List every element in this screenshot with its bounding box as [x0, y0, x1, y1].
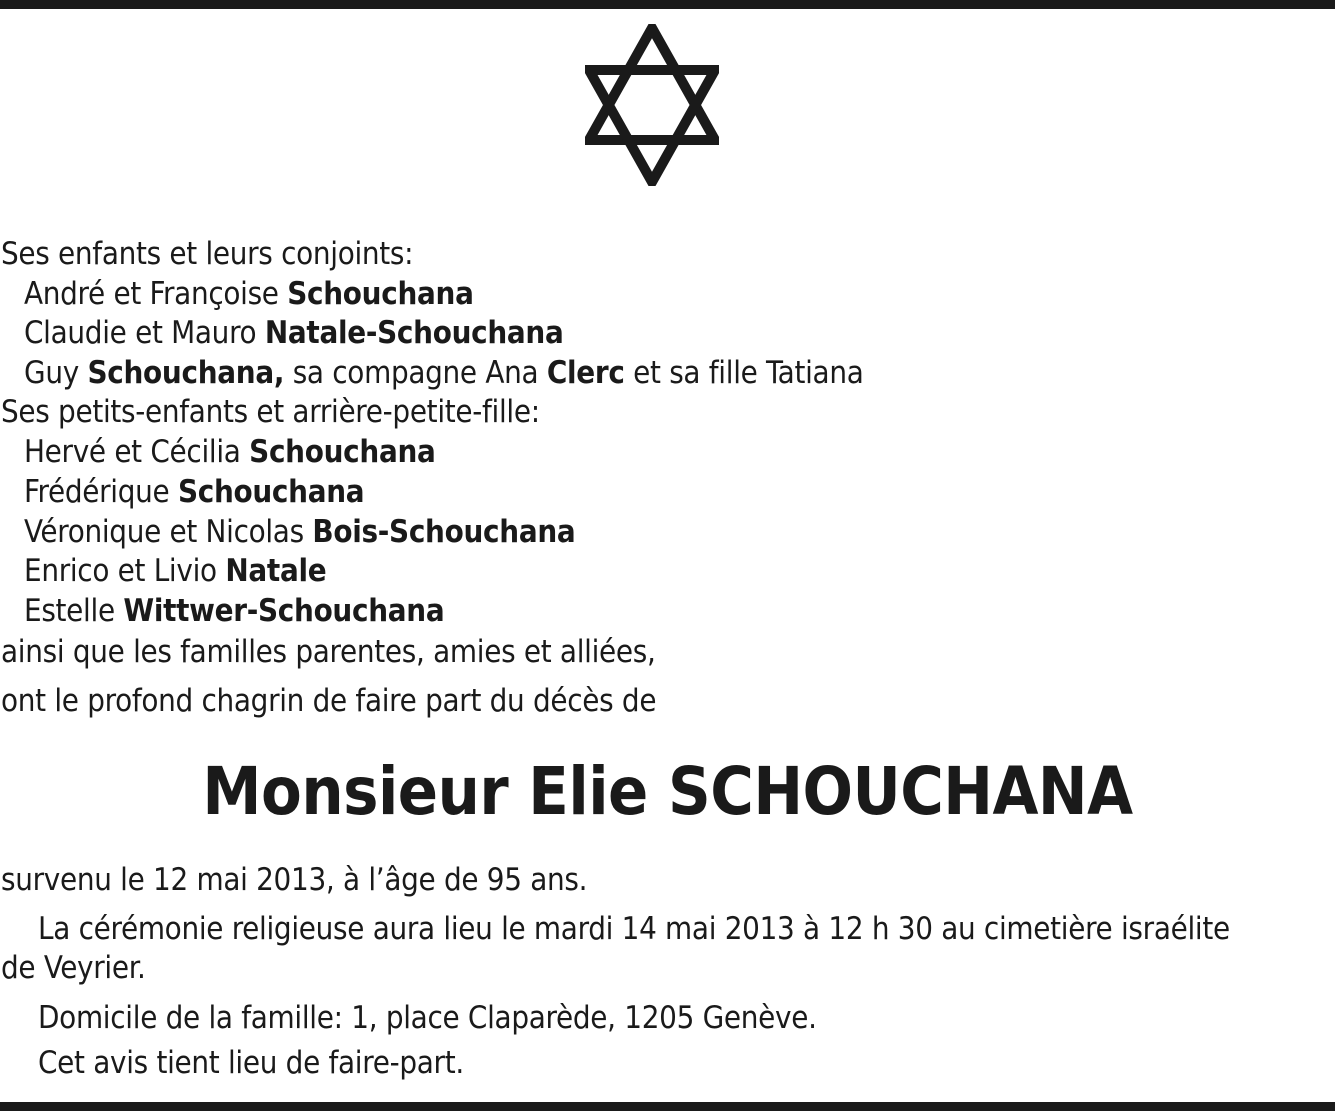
bottom-border-rule [0, 1102, 1335, 1111]
families-line: ainsi que les familles parentes, amies et alliées, [1, 634, 656, 670]
death-date-line: survenu le 12 mai 2013, à l’âge de 95 ans. [1, 862, 588, 898]
children-heading: Ses enfants et leurs conjoints: [1, 236, 414, 272]
grandchild-entry-2: Frédérique Schouchana [24, 474, 365, 510]
star-of-david-icon [585, 24, 719, 186]
grandchild-entry-5: Estelle Wittwer-Schouchana [24, 593, 445, 629]
grandchild-entry-4: Enrico et Livio Natale [24, 553, 327, 589]
announcement-line: ont le profond chagrin de faire part du décès de [1, 683, 657, 719]
ceremony-line-2: de Veyrier. [1, 950, 146, 986]
top-border-rule [0, 0, 1335, 9]
deceased-name-heading: Monsieur Elie SCHOUCHANA [202, 753, 1133, 830]
domicile-line: Domicile de la famille: 1, place Claparède, 1205 Genève. [38, 1000, 817, 1036]
notice-line: Cet avis tient lieu de faire-part. [38, 1045, 464, 1081]
child-entry-2: Claudie et Mauro Natale-Schouchana [24, 315, 564, 351]
child-entry-3: Guy Schouchana, sa compagne Ana Clerc et sa fille Tatiana [24, 355, 864, 391]
grandchild-entry-1: Hervé et Cécilia Schouchana [24, 434, 436, 470]
child-entry-1: André et Françoise Schouchana [24, 276, 474, 312]
grandchild-entry-3: Véronique et Nicolas Bois-Schouchana [24, 514, 576, 550]
ceremony-line-1: La cérémonie religieuse aura lieu le mardi 14 mai 2013 à 12 h 30 au cimetière israélite [38, 911, 1230, 947]
grandchildren-heading: Ses petits-enfants et arrière-petite-fille: [1, 394, 540, 430]
